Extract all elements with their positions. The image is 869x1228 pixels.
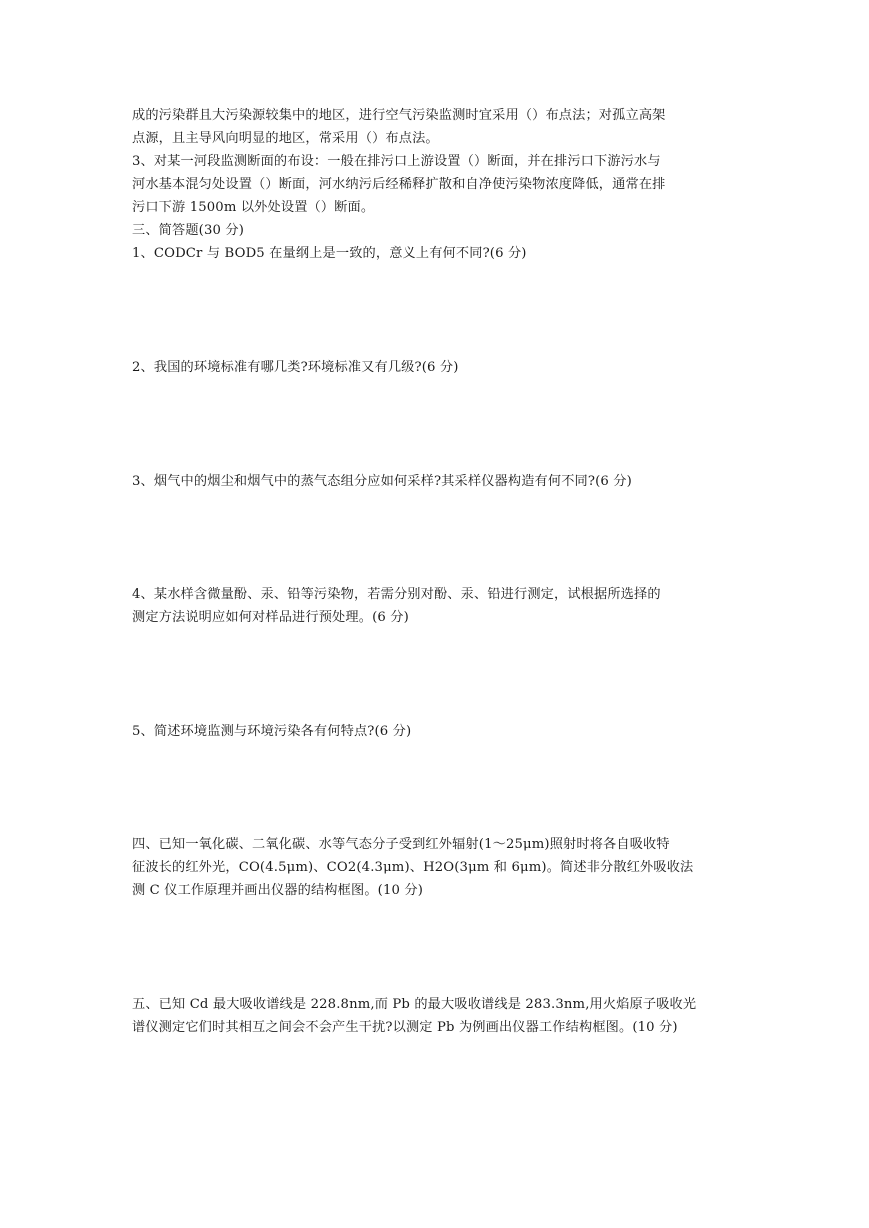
section-4-line-1: 四、已知一氧化碳、二氧化碳、水等气态分子受到红外辐射(1～25μm)照射时将各自吸收特 [132, 837, 670, 852]
section-4-line-3: 测 C 仪工作原理并画出仪器的结构框图。(10 分) [132, 883, 424, 898]
short-answer-q1: 1、CODCr 与 BOD5 在量纲上是一致的，意义上有何不同?(6 分) [132, 246, 527, 261]
short-answer-q5: 5、简述环境监测与环境污染各有何特点?(6 分) [132, 724, 412, 739]
short-answer-q3: 3、烟气中的烟尘和烟气中的蒸气态组分应如何采样?其采样仪器构造有何不同?(6 分) [132, 474, 632, 489]
short-answer-q4-line-2: 测定方法说明应如何对样品进行预处理。(6 分) [132, 610, 409, 625]
intro-line-2: 点源，且主导风向明显的地区，常采用（）布点法。 [132, 131, 439, 146]
fill-question-3-line-1: 3、对某一河段监测断面的布设：一般在排污口上游设置（）断面，并在排污口下游污水与 [132, 154, 661, 169]
section-3-heading: 三、简答题(30 分) [132, 223, 245, 238]
section-4-line-2: 征波长的红外光，CO(4.5μm)、CO2(4.3μm)、H2O(3μm 和 6μm)。简述非分散红外吸收法 [132, 860, 694, 875]
fill-question-3-line-3: 污口下游 1500m 以外处设置（）断面。 [132, 200, 375, 215]
intro-line-1: 成的污染群且大污染源较集中的地区，进行空气污染监测时宜采用（）布点法；对孤立高架 [132, 108, 666, 123]
section-5-line-2: 谱仪测定它们时其相互之间会不会产生干扰?以测定 Pb 为例画出仪器工作结构框图。(10 分) [132, 1020, 678, 1035]
fill-question-3-line-2: 河水基本混匀处设置（）断面，河水纳污后经稀释扩散和自净使污染物浓度降低，通常在排 [132, 177, 666, 192]
short-answer-q2: 2、我国的环境标准有哪几类?环境标准又有几级?(6 分) [132, 360, 459, 375]
section-5-line-1: 五、已知 Cd 最大吸收谱线是 228.8nm,而 Pb 的最大吸收谱线是 283.3nm,用火焰原子吸收光 [132, 997, 697, 1012]
short-answer-q4-line-1: 4、某水样含微量酚、汞、铅等污染物，若需分别对酚、汞、铅进行测定，试根据所选择的 [132, 587, 661, 602]
